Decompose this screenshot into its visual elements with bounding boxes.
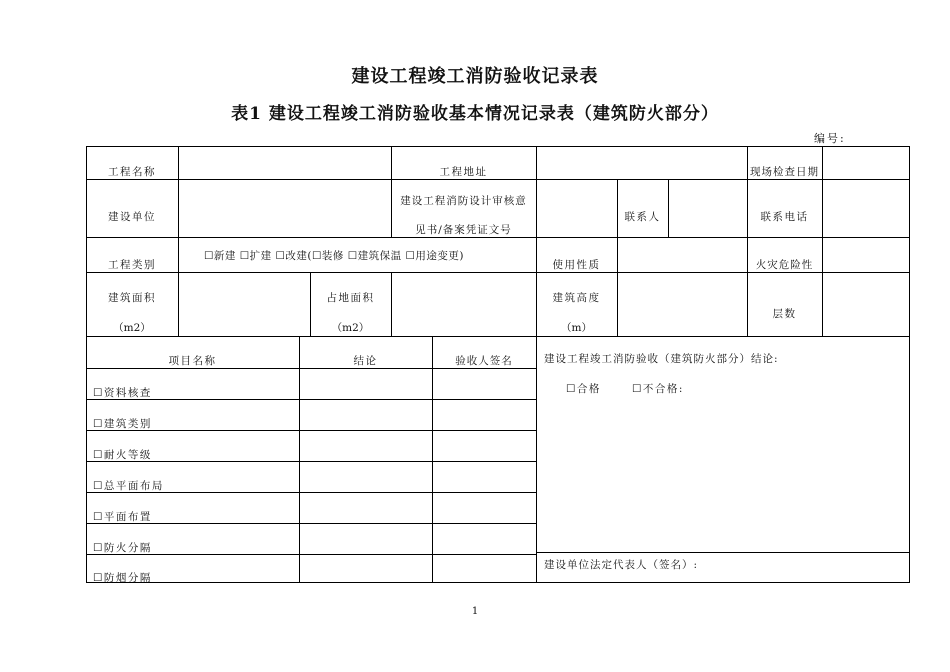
building-area-unit: （m2） [113, 322, 151, 334]
conclusion-header: 结论 [353, 355, 378, 367]
legal-representative-signature: 建设单位法定代表人（签名）: [544, 559, 699, 571]
fail-checkbox[interactable]: ☐不合格: [632, 383, 684, 395]
item-row-site-layout: ☐总平面布局 [93, 480, 164, 492]
building-height-label: 建筑高度 [552, 292, 601, 304]
project-address-label: 工程地址 [439, 166, 488, 178]
acceptance-conclusion-label: 建设工程竣工消防验收（建筑防火部分）结论: [544, 353, 779, 365]
contact-label: 联系人 [624, 211, 661, 223]
floors-label: 层数 [772, 308, 797, 320]
contact-phone-label: 联系电话 [760, 211, 809, 223]
land-area-unit: （m2） [331, 322, 370, 334]
inspection-date-label: 现场检查日期 [750, 166, 819, 178]
fire-hazard-label: 火灾危险性 [755, 259, 814, 271]
item-row-smoke-separation: ☐防烟分隔 [93, 572, 152, 584]
item-row-floor-plan: ☐平面布置 [93, 511, 152, 523]
item-row-fire-separation: ☐防火分隔 [93, 542, 152, 554]
project-category-label: 工程类别 [108, 259, 156, 271]
review-doc-label-line2: 见书/备案凭证文号 [415, 224, 512, 236]
item-row-building-category: ☐建筑类别 [93, 418, 152, 430]
project-category-options: ☐新建 ☐扩建 ☐改建(☐装修 ☐建筑保温 ☐用途变更) [204, 250, 465, 262]
serial-number-label: 编号: [814, 132, 846, 145]
construction-unit-label: 建设单位 [108, 211, 156, 223]
item-row-fire-resistance: ☐耐火等级 [93, 449, 152, 461]
item-row-documents: ☐资料核查 [93, 387, 152, 399]
land-area-label: 占地面积 [326, 292, 375, 304]
signature-header: 验收人签名 [455, 355, 513, 367]
review-doc-label-line1: 建设工程消防设计审核意 [400, 195, 527, 207]
item-name-header: 项目名称 [168, 355, 217, 367]
pass-checkbox[interactable]: ☐合格 [566, 383, 601, 395]
page-title: 建设工程竣工消防验收记录表 [351, 66, 599, 87]
building-height-unit: （m） [561, 322, 592, 334]
usage-label: 使用性质 [552, 259, 601, 271]
page-number: 1 [471, 606, 479, 617]
project-name-label: 工程名称 [108, 166, 156, 178]
table-subtitle: 表1 建设工程竣工消防验收基本情况记录表（建筑防火部分） [231, 104, 719, 124]
building-area-label: 建筑面积 [108, 292, 156, 304]
